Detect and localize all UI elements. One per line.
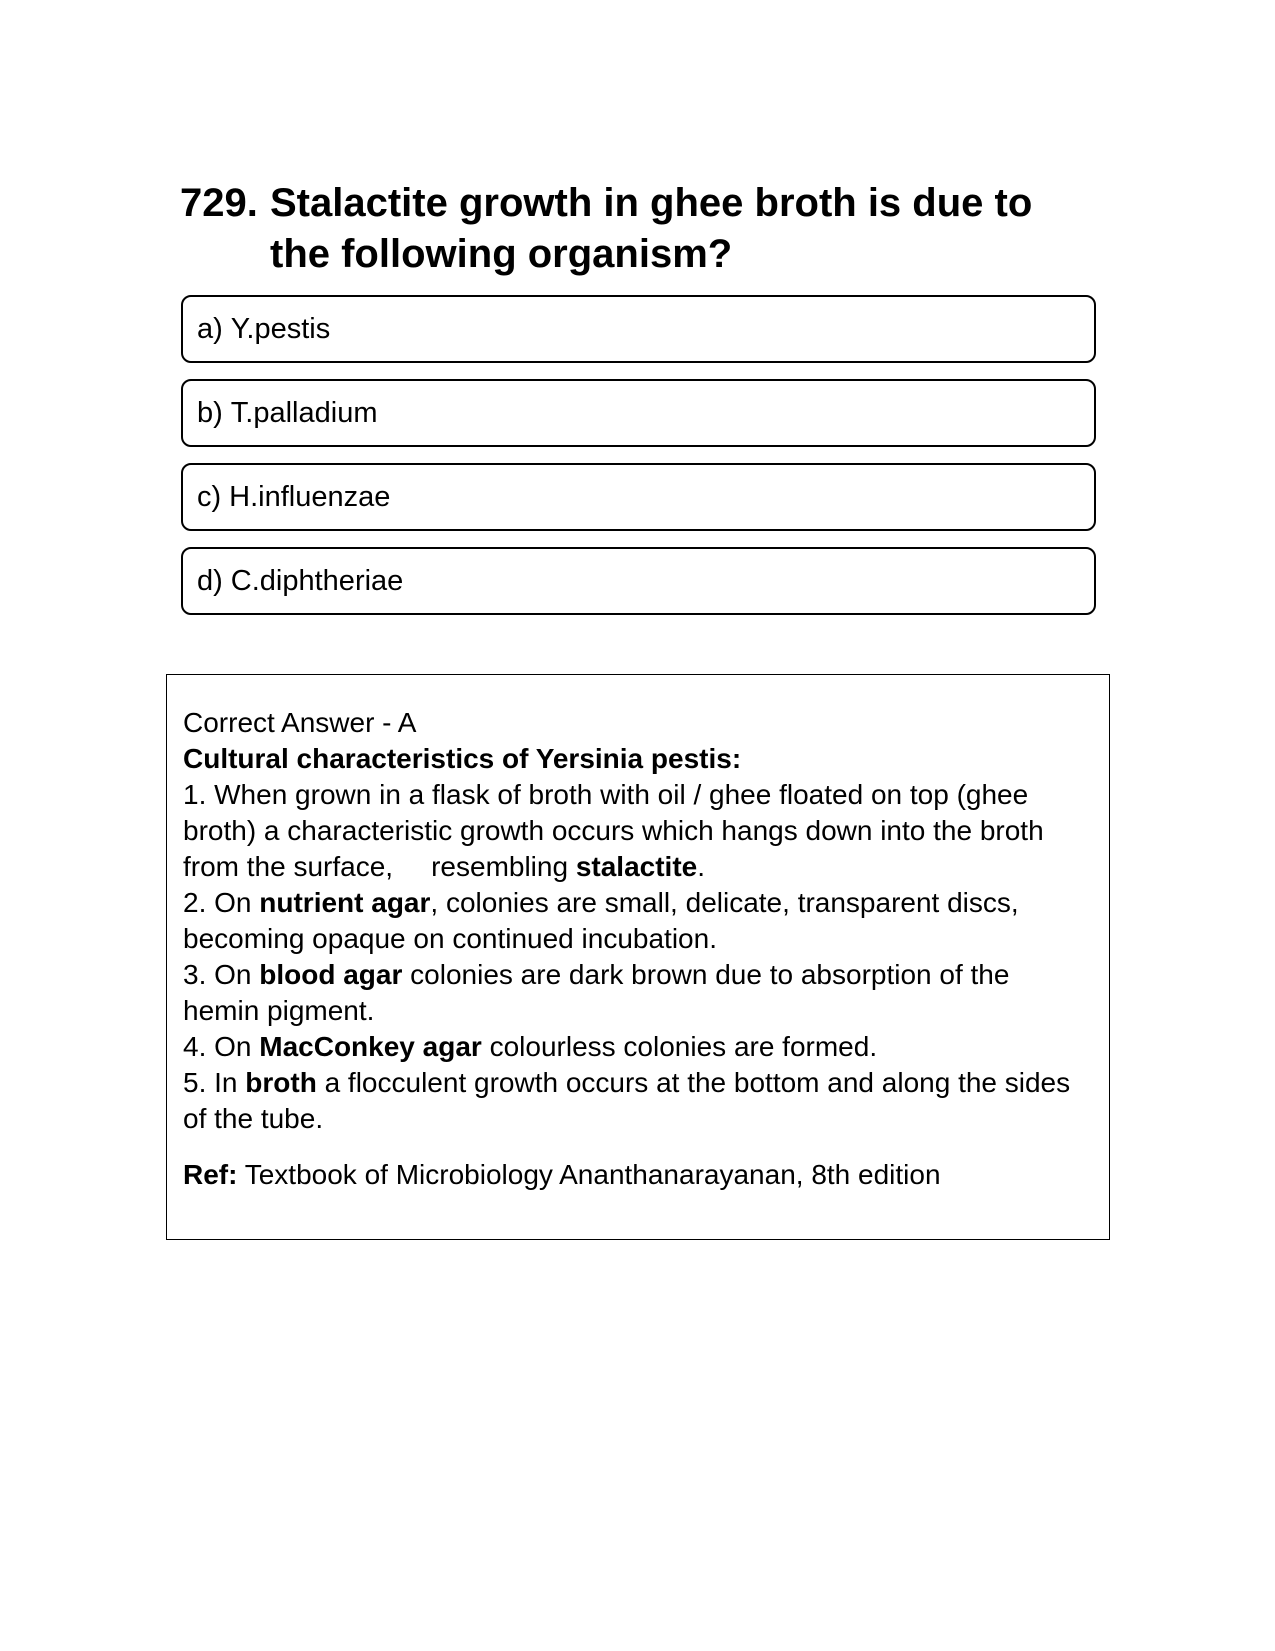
option-a[interactable] [181, 295, 1096, 363]
reference-label: Ref: [183, 1159, 238, 1190]
answer-explanation-box [166, 674, 1110, 1240]
question-number: 729. [180, 181, 258, 225]
option-b[interactable] [181, 379, 1096, 447]
point-3-end: colonies are dark brown due to absorption of the hemin pigment. [183, 959, 1010, 1026]
point-1-bold: stalactite [575, 851, 698, 882]
option-letter: b) [197, 396, 223, 429]
point-4-end: colourless colonies are formed. [489, 1031, 878, 1062]
point-3-text: 3. On [183, 959, 252, 990]
options-list [181, 295, 1096, 631]
correct-answer-label: Correct Answer - A [183, 707, 417, 738]
point-4-text: 4. On [183, 1031, 252, 1062]
point-2-text: 2. On [183, 887, 252, 918]
option-c[interactable] [181, 463, 1096, 531]
option-text: H.influenzae [229, 480, 391, 513]
option-d[interactable] [181, 547, 1096, 615]
explanation-heading: Cultural characteristics of Yersinia pestis: [183, 743, 742, 774]
point-3-bold: blood agar [259, 959, 403, 990]
point-2 [183, 885, 1093, 957]
point-1-mid: resembling [431, 851, 569, 882]
point-5-end: a flocculent growth occurs at the bottom and along the sides of the tube. [183, 1067, 1071, 1134]
question-heading [180, 178, 1100, 280]
option-text: C.diphtheriae [230, 564, 404, 597]
reference [183, 1157, 1093, 1193]
option-text: T.palladium [230, 396, 378, 429]
point-2-end: , colonies are small, delicate, transparent discs, becoming opaque on continued incubation. [183, 887, 1019, 954]
point-5-bold: broth [245, 1067, 317, 1098]
point-4 [183, 1029, 1093, 1065]
question-text: Stalactite growth in ghee broth is due to the following organism? [270, 181, 1033, 276]
point-1-end: . [697, 851, 706, 882]
point-5-text: 5. In [183, 1067, 238, 1098]
point-4-bold: MacConkey agar [259, 1031, 482, 1062]
option-letter: c) [197, 480, 222, 513]
reference-text: Textbook of Microbiology Ananthanarayanan, 8th edition [244, 1159, 941, 1190]
point-1 [183, 777, 1093, 885]
option-text: Y.pestis [230, 312, 331, 345]
point-3 [183, 957, 1093, 1029]
option-letter: d) [197, 564, 223, 597]
point-5 [183, 1065, 1093, 1137]
point-2-bold: nutrient agar [259, 887, 431, 918]
option-letter: a) [197, 312, 223, 345]
point-1-text: 1. When grown in a flask of broth with oil / ghee floated on top (ghee broth) a characteristic growth occurs which hangs down into the broth from the surface, [183, 779, 1044, 882]
